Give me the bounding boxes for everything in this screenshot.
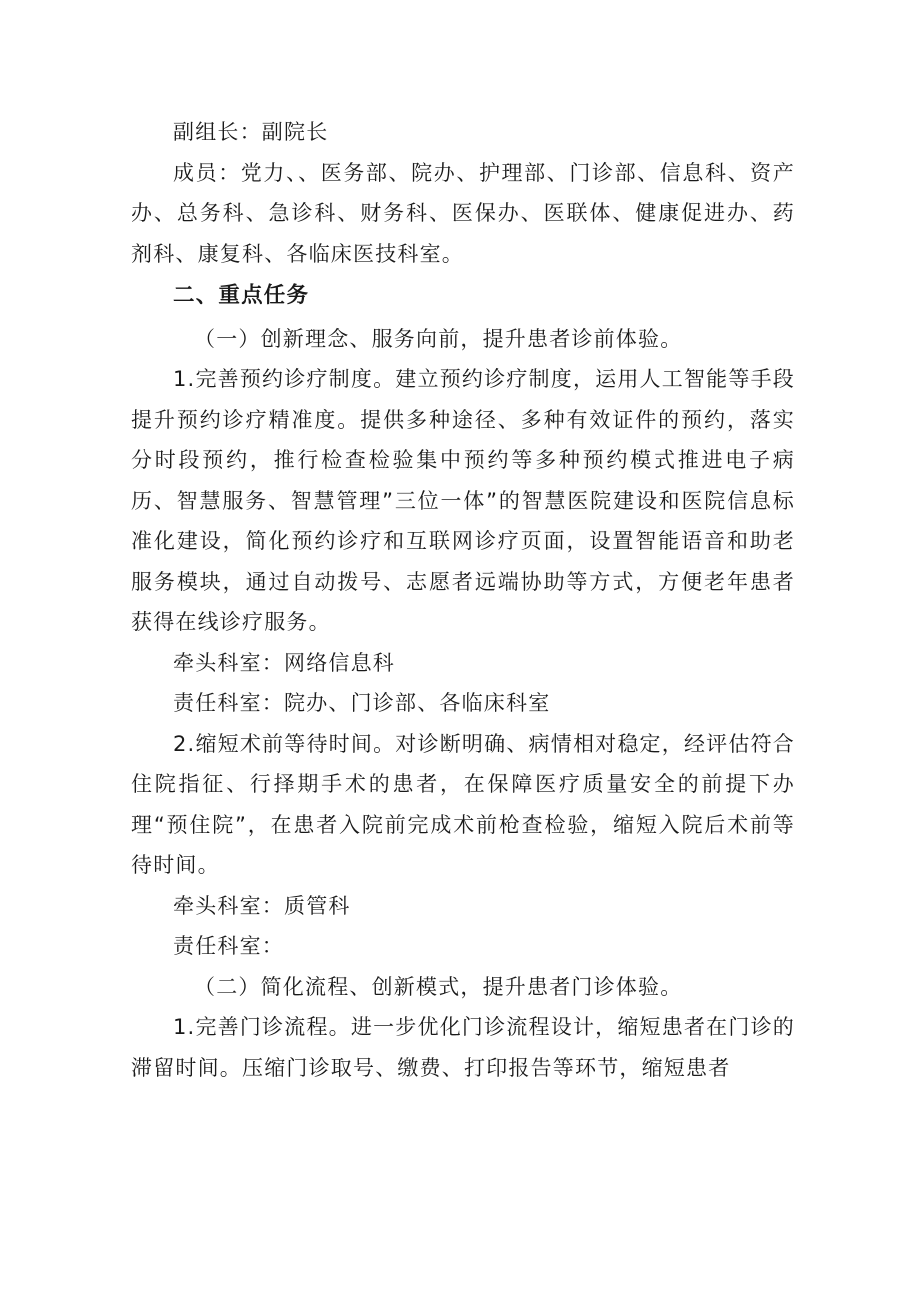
task-item-paragraph: 2.缩短术前等待时间。对诊断明确、病情相对稳定，经评估符合住院指征、行择期手术的患者，在保障医疗质量安全的前提下办理“预住院”，在患者入院前完成术前枪查检验，缩短入院后术前等待时间。 [131, 731, 795, 877]
subsection-heading: （一）创新理念、服务向前，提升患者诊前体验。 [194, 326, 683, 351]
members-paragraph: 成员：党力、、医务部、院办、护理部、门诊部、信息科、资产办、总务科、急诊科、财务科、医保办、医联体、健康促进办、药剂科、康复科、各临床医技科室。 [131, 160, 795, 266]
lead-department-line: 牵头科室：质管科 [173, 893, 351, 918]
lead-department-line: 牵头科室：网络信息科 [173, 650, 395, 675]
subsection-heading: （二）简化流程、创新模式，提升患者门诊体验。 [194, 974, 683, 999]
responsible-department-line: 责任科室： [173, 934, 284, 958]
task-item-paragraph: 1.完善预约诊疗制度。建立预约诊疗制度，运用人工智能等手段提升预约诊疗精准度。提供多种途径、多种有效证件的预约，落实分时段预约，推行检查检验集中预约等多种预约模式推进电子病历、智慧服务、智慧管理”三位一体”的智慧医院建设和医院信息标准化建设，简化预约诊疗和互联网诊疗页面，设置智能语音和助老服务模块，通过自动拨号、志愿者远端协助等方式，方便老年患者获得在线诊疗服务。 [131, 367, 795, 634]
deputy-leader-line: 副组长：副院长 [173, 120, 329, 144]
document-body [131, 112, 795, 1088]
section-heading: 二、重点任务 [173, 283, 310, 308]
responsible-department-line: 责任科室：院办、门诊部、各临床科室 [173, 691, 551, 715]
task-item-paragraph: 1.完善门诊流程。进一步优化门诊流程设计，缩短患者在门诊的滞留时间。压缩门诊取号、缴费、打印报告等环节，缩短患者 [131, 1015, 795, 1080]
